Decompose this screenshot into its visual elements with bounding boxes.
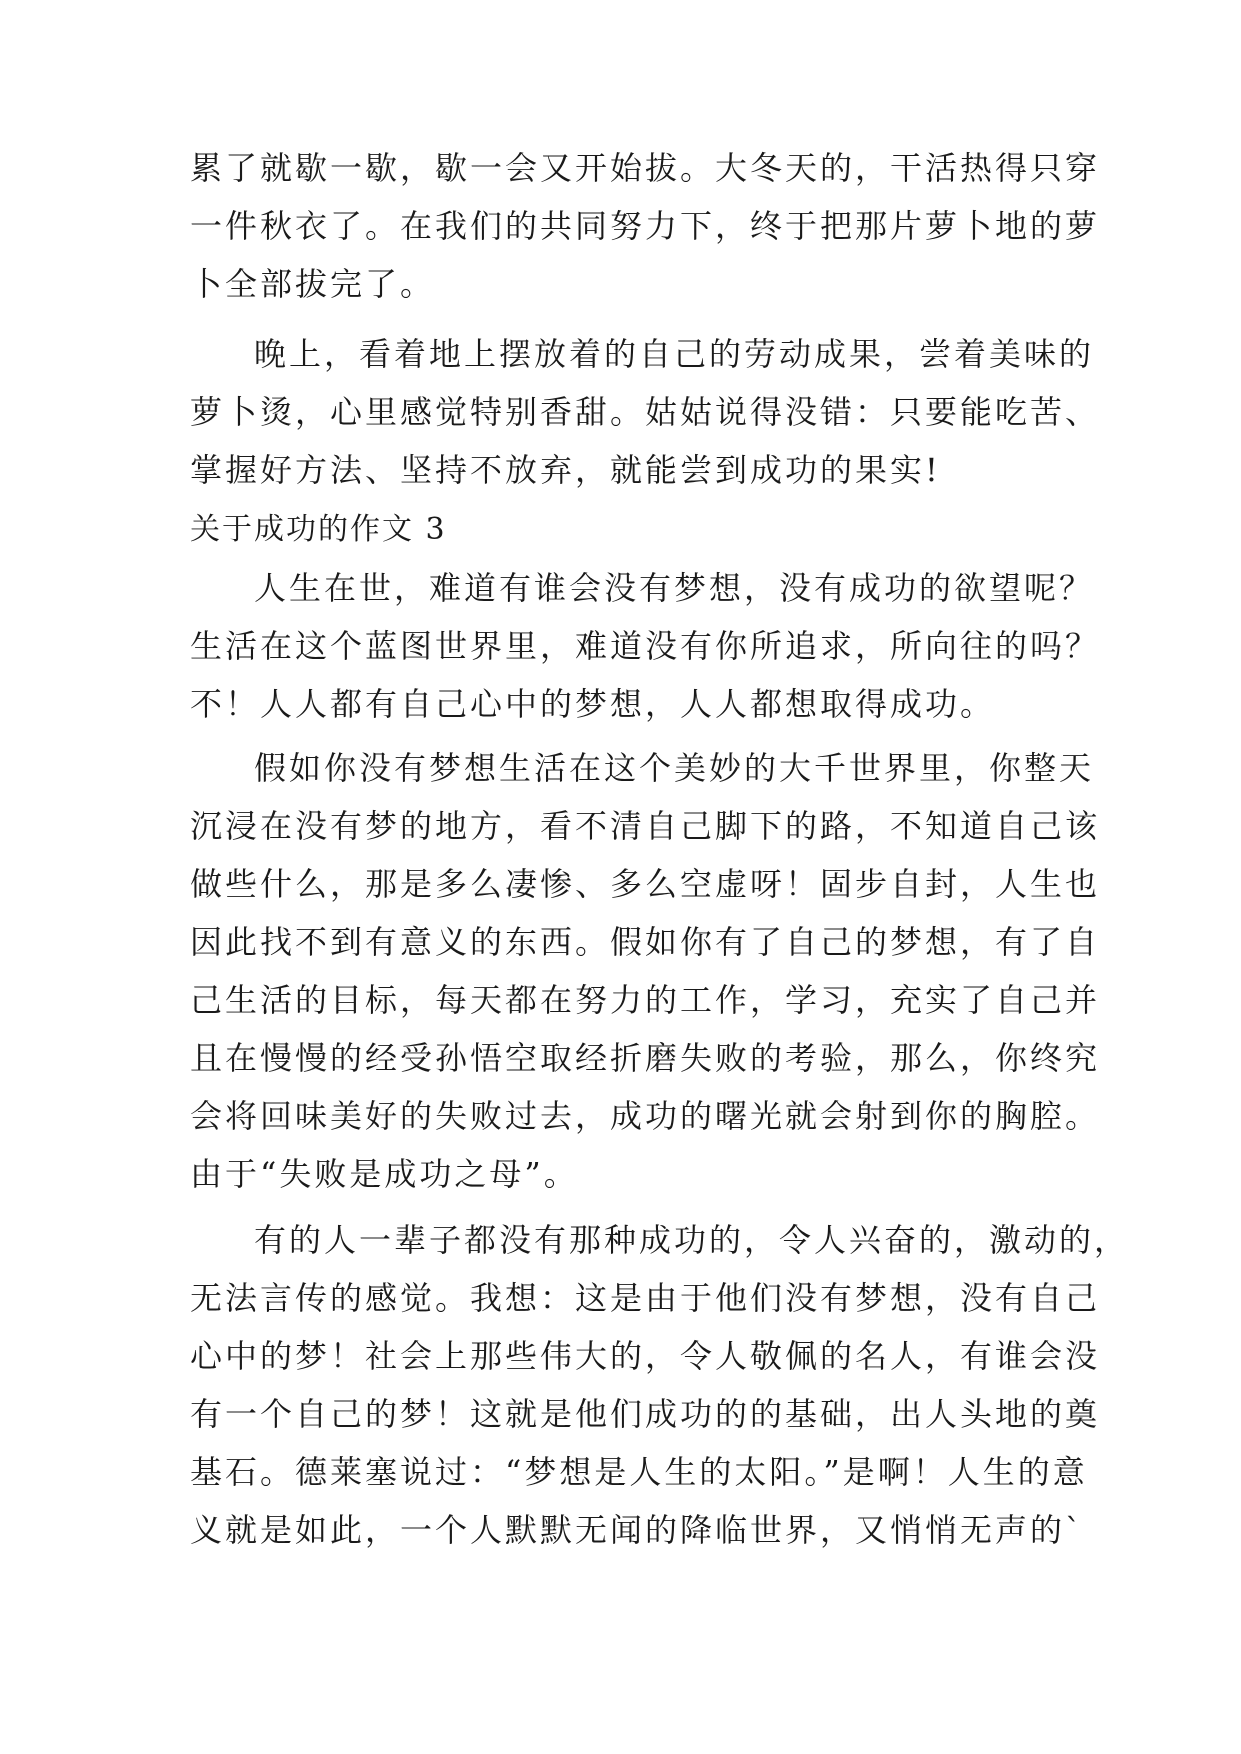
paragraph-line: 卜全部拔完了。	[190, 265, 436, 303]
paragraph-line: 因此找不到有意义的东西。假如你有了自己的梦想，有了自	[190, 923, 1101, 961]
paragraph-line: 不！人人都有自己心中的梦想，人人都想取得成功。	[190, 685, 996, 723]
paragraph-line: 有的人一辈子都没有那种成功的，令人兴奋的，激动的，	[254, 1221, 1130, 1259]
paragraph-line: 心中的梦！社会上那些伟大的，令人敬佩的名人，有谁会没	[190, 1337, 1101, 1375]
paragraph-line: 一件秋衣了。在我们的共同努力下，终于把那片萝卜地的萝	[190, 207, 1101, 245]
section-heading: 关于成功的作文 3	[190, 512, 447, 547]
paragraph-line: 由于“失败是成功之母”。	[190, 1155, 579, 1193]
paragraph-line: 且在慢慢的经受孙悟空取经折磨失败的考验，那么，你终究	[190, 1039, 1101, 1077]
paragraph-line: 人生在世，难道有谁会没有梦想，没有成功的欲望呢？	[254, 569, 1095, 607]
paragraph-line: 萝卜烫，心里感觉特别香甜。姑姑说得没错：只要能吃苦、	[190, 393, 1101, 431]
paragraph-line: 累了就歇一歇，歇一会又开始拔。大冬天的，干活热得只穿	[190, 149, 1101, 187]
paragraph-line: 晚上，看着地上摆放着的自己的劳动成果，尝着美味的	[254, 335, 1095, 373]
paragraph-line: 会将回味美好的失败过去，成功的曙光就会射到你的胸腔。	[190, 1097, 1101, 1135]
paragraph-line: 沉浸在没有梦的地方，看不清自己脚下的路，不知道自己该	[190, 807, 1101, 845]
paragraph-line: 掌握好方法、坚持不放弃，就能尝到成功的果实!	[190, 451, 941, 489]
paragraph-line: 义就是如此，一个人默默无闻的降临世界，又悄悄无声的`	[190, 1511, 1085, 1549]
paragraph-line: 有一个自己的梦！这就是他们成功的的基础，出人头地的奠	[190, 1395, 1101, 1433]
paragraph-line: 做些什么，那是多么凄惨、多么空虚呀！固步自封，人生也	[190, 865, 1101, 903]
paragraph-line: 基石。德莱塞说过：“梦想是人生的太阳。”是啊！人生的意	[190, 1453, 1088, 1491]
paragraph-line: 己生活的目标，每天都在努力的工作，学习，充实了自己并	[190, 981, 1101, 1019]
paragraph-line: 假如你没有梦想生活在这个美妙的大千世界里，你整天	[254, 749, 1095, 787]
paragraph-line: 生活在这个蓝图世界里，难道没有你所追求，所向往的吗？	[190, 627, 1101, 665]
paragraph-line: 无法言传的感觉。我想：这是由于他们没有梦想，没有自己	[190, 1279, 1101, 1317]
